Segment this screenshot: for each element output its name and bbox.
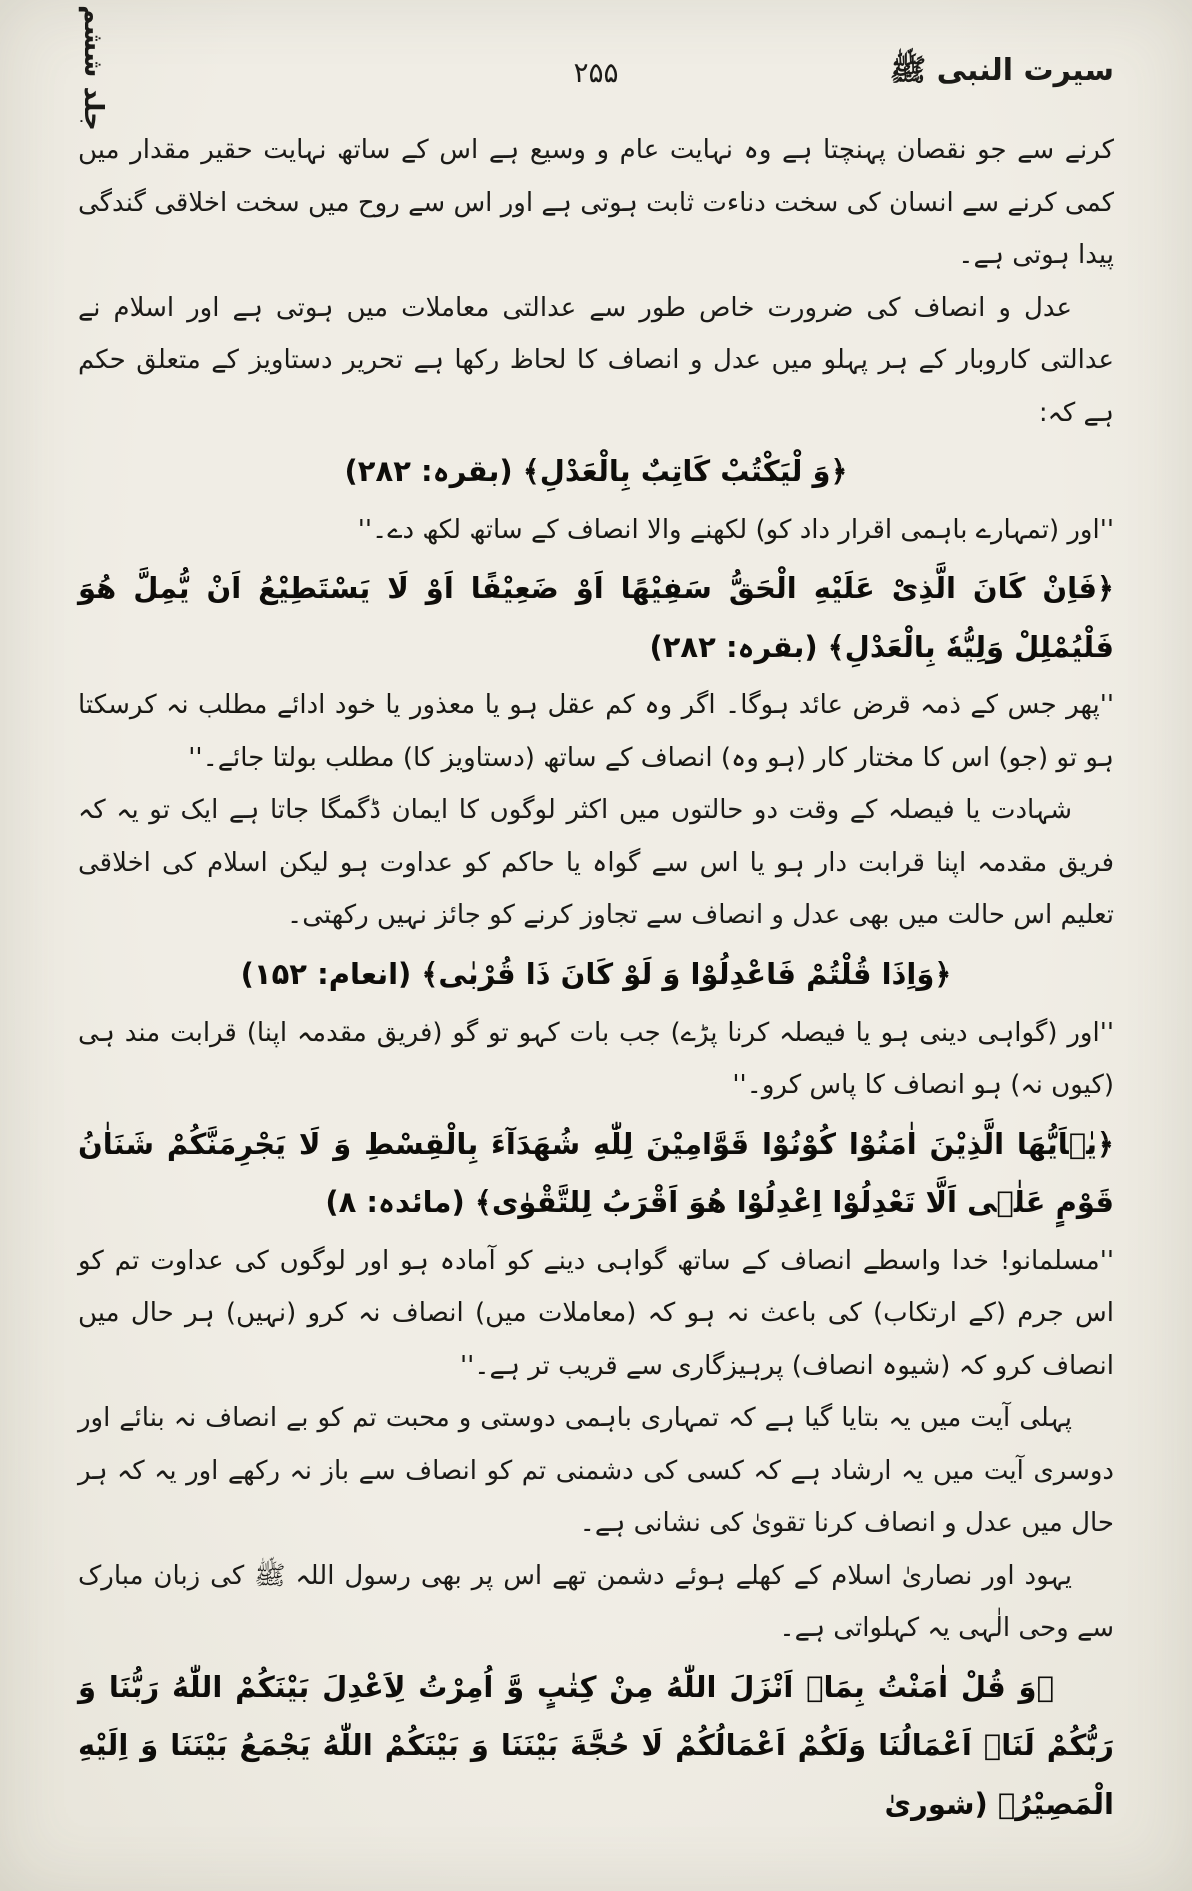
paragraph: شہادت یا فیصلہ کے وقت دو حالتوں میں اکثر لوگوں کا ایمان ڈگمگا جاتا ہے ایک تو یہ کہ فریق مقدمہ اپنا قرابت دار ہو یا اس سے گواہ یا حاکم کو عداوت ہو لیکن اسلام کی اخلاقی تعلیم اس حالت میں بھی عدل و انصاف سے تجاوز کرنے کو جائز نہیں رکھتی۔ bbox=[78, 795, 1114, 931]
verse-translation: ''مسلمانو! خدا واسطے انصاف کے ساتھ گواہی دینے کو آمادہ ہو اور لوگوں کی عداوت تم کو اس جرم (کے ارتکاب) کی باعث نہ ہو کہ (معاملات میں) انصاف نہ کرو (نہیں) ہر حال میں انصاف کرو کہ (شیوہ انصاف) پرہیزگاری سے قریب تر ہے۔'' bbox=[78, 1245, 1114, 1381]
quran-verse: ﴿فَاِنْ کَانَ الَّذِیْ عَلَیْهِ الْحَقُّ سَفِیْهًا اَوْ ضَعِیْفًا اَوْ لَا یَسْتَطِیْعُ اَنْ یُّمِلَّ هُوَ فَلْیُمْلِلْ وَلِیُّهٗ بِالْعَدْلِ﴾ (بقرہ: ۲۸۲) bbox=[78, 571, 1114, 664]
paragraph: کرنے سے جو نقصان پہنچتا ہے وہ نہایت عام و وسیع ہے اس کے ساتھ نہایت حقیر مقدار میں کمی کرنے سے انسان کی سخت دناءت ثابت ہوتی ہے اور اس سے روح میں سخت اخلاقی گندگی پیدا ہوتی ہے۔ bbox=[78, 135, 1114, 271]
page-number: ۲۵۵ bbox=[573, 56, 619, 89]
page-body bbox=[78, 124, 1114, 1834]
quran-verse: ﴿وَ قُلْ اٰمَنْتُ بِمَاۤ اَنْزَلَ اللّٰهُ مِنْ کِتٰبٍ وَّ اُمِرْتُ لِاَعْدِلَ بَیْنَکُمْ اللّٰهُ رَبُّنَا وَ رَبُّکُمْ لَنَاۤ اَعْمَالُنَا وَلَکُمْ اَعْمَالُکُمْ لَا حُجَّةَ بَیْنَنَا وَ بَیْنَکُمْ اللّٰهُ یَجْمَعُ بَیْنَنَا وَ اِلَیْهِ الْمَصِیْرُ﴾ (شوریٰ bbox=[78, 1669, 1114, 1821]
paragraph: پہلی آیت میں یہ بتایا گیا ہے کہ تمہاری باہمی دوستی و محبت تم کو بے انصاف نہ بنائے اور دوسری آیت میں یہ ارشاد ہے کہ کسی کی دشمنی تم کو انصاف سے باز نہ رکھے اور یہ کہ ہر حال میں عدل و انصاف کرنا تقویٰ کی نشانی ہے۔ bbox=[78, 1403, 1114, 1539]
page-header bbox=[78, 40, 1114, 114]
quran-verse: ﴿وَ لْیَکْتُبْ کَاتِبٌ بِالْعَدْلِ﴾ (بقرہ: ۲۸۲) bbox=[344, 454, 848, 489]
verse-translation: ''اور (گواہی دینی ہو یا فیصلہ کرنا پڑے) جب بات کہو تو گو (فریق مقدمہ اپنا) قرابت مند ہی (کیوں نہ) ہو انصاف کا پاس کرو۔'' bbox=[78, 1017, 1114, 1101]
book-title: سیرت النبی ﷺ bbox=[889, 53, 1114, 88]
paragraph: یہود اور نصاریٰ اسلام کے کھلے ہوئے دشمن تھے اس پر بھی رسول اللہ ﷺ کی زبان مبارک سے وحی الٰہی یہ کہلواتی ہے۔ bbox=[78, 1560, 1114, 1644]
volume-label: جلد ششم bbox=[78, 5, 108, 131]
paragraph: عدل و انصاف کی ضرورت خاص طور سے عدالتی معاملات میں ہوتی ہے اور اسلام نے عدالتی کاروبار کے ہر پہلو میں عدل و انصاف کا لحاظ رکھا ہے تحریر دستاویز کے متعلق حکم ہے کہ: bbox=[78, 292, 1114, 428]
quran-verse: ﴿یٰۤاَیُّهَا الَّذِیْنَ اٰمَنُوْا کُوْنُوْا قَوَّامِیْنَ لِلّٰهِ شُهَدَآءَ بِالْقِسْطِ وَ لَا یَجْرِمَنَّکُمْ شَنَاٰنُ قَوْمٍ عَلٰۤی اَلَّا تَعْدِلُوْا اِعْدِلُوْا هُوَ اَقْرَبُ لِلتَّقْوٰی﴾ (مائدہ: ۸) bbox=[78, 1126, 1114, 1220]
verse-translation: ''اور (تمہارے باہمی اقرار داد کو) لکھنے والا انصاف کے ساتھ لکھ دے۔'' bbox=[357, 514, 1114, 545]
quran-verse: ﴿وَاِذَا قُلْتُمْ فَاعْدِلُوْا وَ لَوْ کَانَ ذَا قُرْبٰی﴾ (انعام: ۱۵۲) bbox=[240, 956, 952, 991]
verse-translation: ''پھر جس کے ذمہ قرض عائد ہوگا۔ اگر وہ کم عقل ہو یا معذور یا خود ادائے مطلب نہ کرسکتا ہو تو (جو) اس کا مختار کار (ہو وہ) انصاف کے ساتھ (دستاویز کا) مطلب بولتا جائے۔'' bbox=[78, 690, 1114, 773]
